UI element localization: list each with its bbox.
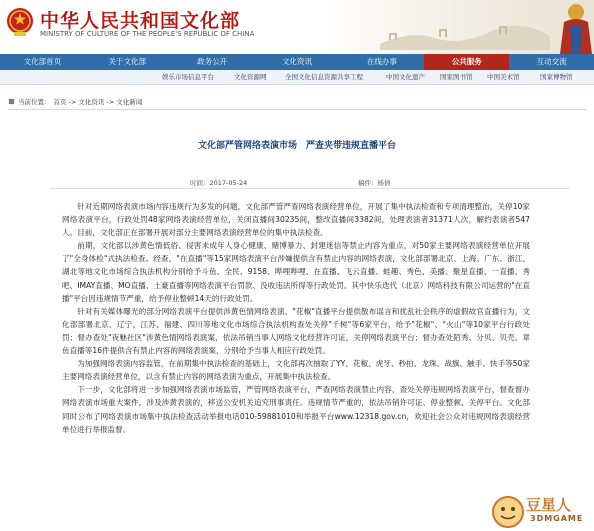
subnav-item-national-library[interactable]: 国家图书馆 <box>440 73 473 81</box>
subnav-item-art-museum[interactable]: 中国美术馆 <box>487 73 520 81</box>
opera-figure-decoration-icon <box>556 0 594 54</box>
location-icon <box>8 98 15 105</box>
article-date <box>190 178 247 187</box>
watermark-text: 豆星人 <box>526 496 572 514</box>
article-paragraph: 针对有关媒体曝光的部分网络表演平台提供涉黄色情网络表演、"花椒"直播平台提供散布谣言和扰乱社会秩序的虚假故官直播行为，文化部部署北京、辽宁、江苏、福建、四川等地文化市场综合执法机构查处关停"千树"等6家平台，给予"花椒"、"火山"等10家平台行政处罚；督办查处"夜魅社区"涉黄色情网络表演案，依法吊销当事人网络文化经营许可证，关停网络表演平台；督办查处陌秀、分贝、贝壳、章鱼直播等16件提供含有禁止内容的网络表演案，分别给予当事人相应行政处罚。 <box>62 306 530 356</box>
nav-item-about[interactable]: 关于文化部 <box>108 57 147 66</box>
site-title: 中华人民共和国文化部 <box>40 10 241 32</box>
article-paragraph: 针对近期网络表演市场内容违规行为多发的问题，文化部严管严查网络表演经营单位，开展了集中执法检查和专项清理整治，关停10家网络表演平台，行政处罚48家网络表演经营单位，关闭直播间30235间，整改直播间3382间，处理表演者31371人次，解约表演者547人。目前，文化部正在部署开展对部分主要网络表演经营单位的集中执法检查。 <box>62 202 530 238</box>
meta-divider <box>50 188 570 189</box>
subnav-item-culture-resources[interactable]: 文化资源网 <box>234 73 267 81</box>
breadcrumb-prefix: 当前位置： <box>18 98 51 106</box>
nav-item-government-affairs[interactable]: 政务公开 <box>197 57 228 66</box>
sub-nav <box>0 70 594 85</box>
nav-item-public-services[interactable]: 公共服务 <box>424 54 509 70</box>
main-nav <box>0 54 594 70</box>
breadcrumb-path[interactable]: 首页 -> 文化资讯 -> 文化新闻 <box>53 98 143 106</box>
article-date-value: 2017-05-24 <box>209 179 248 187</box>
site-subtitle: MINISTRY OF CULTURE OF THE PEOPLE'S REPUBLIC OF CHINA <box>40 30 255 38</box>
nav-item-interaction[interactable]: 互动交流 <box>536 57 567 66</box>
breadcrumb <box>8 97 142 106</box>
article-title: 文化部严管网络表演市场 严查夹带违规直播平台 <box>197 141 396 151</box>
subnav-item-entertainment-market[interactable]: 娱乐市场信息平台 <box>162 73 214 81</box>
article-source: 稿件：杨倩 <box>358 179 391 187</box>
great-wall-decoration-icon <box>380 10 550 50</box>
national-emblem-icon <box>6 6 34 38</box>
article-paragraph: 前期，文化部以涉黄色情低俗、侵害未成年人身心健康、赌博暴力、封建迷信等禁止内容为重点，对50家主要网络表演经营单位开展了"全身体检"式执法检查。经查，"在直播"等15家网络表演平台涉嫌提供含有禁止内容的网络表演，文化部部署北京、上海、广东、浙江、湖北等地文化市场综合执法机构分别给予斗鱼、全民、9158、哔哩哔哩、在直播、飞云直播、蛙趣、秀色、美播、聚星直播、一直播、秀吧、IMAY直播、MO直播、土豪直播等网络表演平台罚款、没收违法所得等行政处罚。其中快乐迭代（北京）网络科技有限公司运营的"在直播"平台因违规情节严重，给予停业整顿14天的行政处罚。 <box>62 241 530 303</box>
subnav-item-resource-sharing[interactable]: 全国文化信息资源共享工程 <box>285 73 363 81</box>
subnav-item-national-museum[interactable]: 国家博物馆 <box>540 73 573 81</box>
nav-item-culture-news[interactable]: 文化资讯 <box>282 57 312 66</box>
nav-item-online-services[interactable]: 在线办事 <box>366 57 397 66</box>
article-date-label: 时间： <box>190 179 210 187</box>
site-header <box>0 0 594 54</box>
article-paragraph: 为加强网络表演内容监管，在前期集中执法检查的基础上，文化部再次抽取了YY、花椒、虎牙、秒拍、龙珠、战旗、触手、快手等50家主要网络表演经营单位，以含有禁止内容的网络表演为重点，开展集中执法检查。 <box>62 359 530 382</box>
article-paragraph: 下一步，文化部将进一步加强网络表演市场监管，严管网络表演平台，严查网络表演禁止内容，查处关停违规网络表演平台，督查督办网络表演市场重大案件，涉及涉黄表演的，移送公安机关追究刑事责任。违规情节严重的，依法吊销许可证、停业整顿、关停平台。文化部同时公布了网络表演市场集中执法检查活动举报电话010-59881010和举报平台www.12318.gov.cn，欢迎社会公众对违规网络表演经营单位进行举报监督。 <box>62 385 530 434</box>
article-body <box>62 200 530 436</box>
subnav-item-cultural-heritage[interactable]: 中国文化遗产 <box>386 73 425 81</box>
watermark-subtext: 3DMGAME <box>530 514 584 523</box>
nav-item-home[interactable]: 文化部首页 <box>23 57 62 66</box>
breadcrumb-divider <box>8 109 586 110</box>
